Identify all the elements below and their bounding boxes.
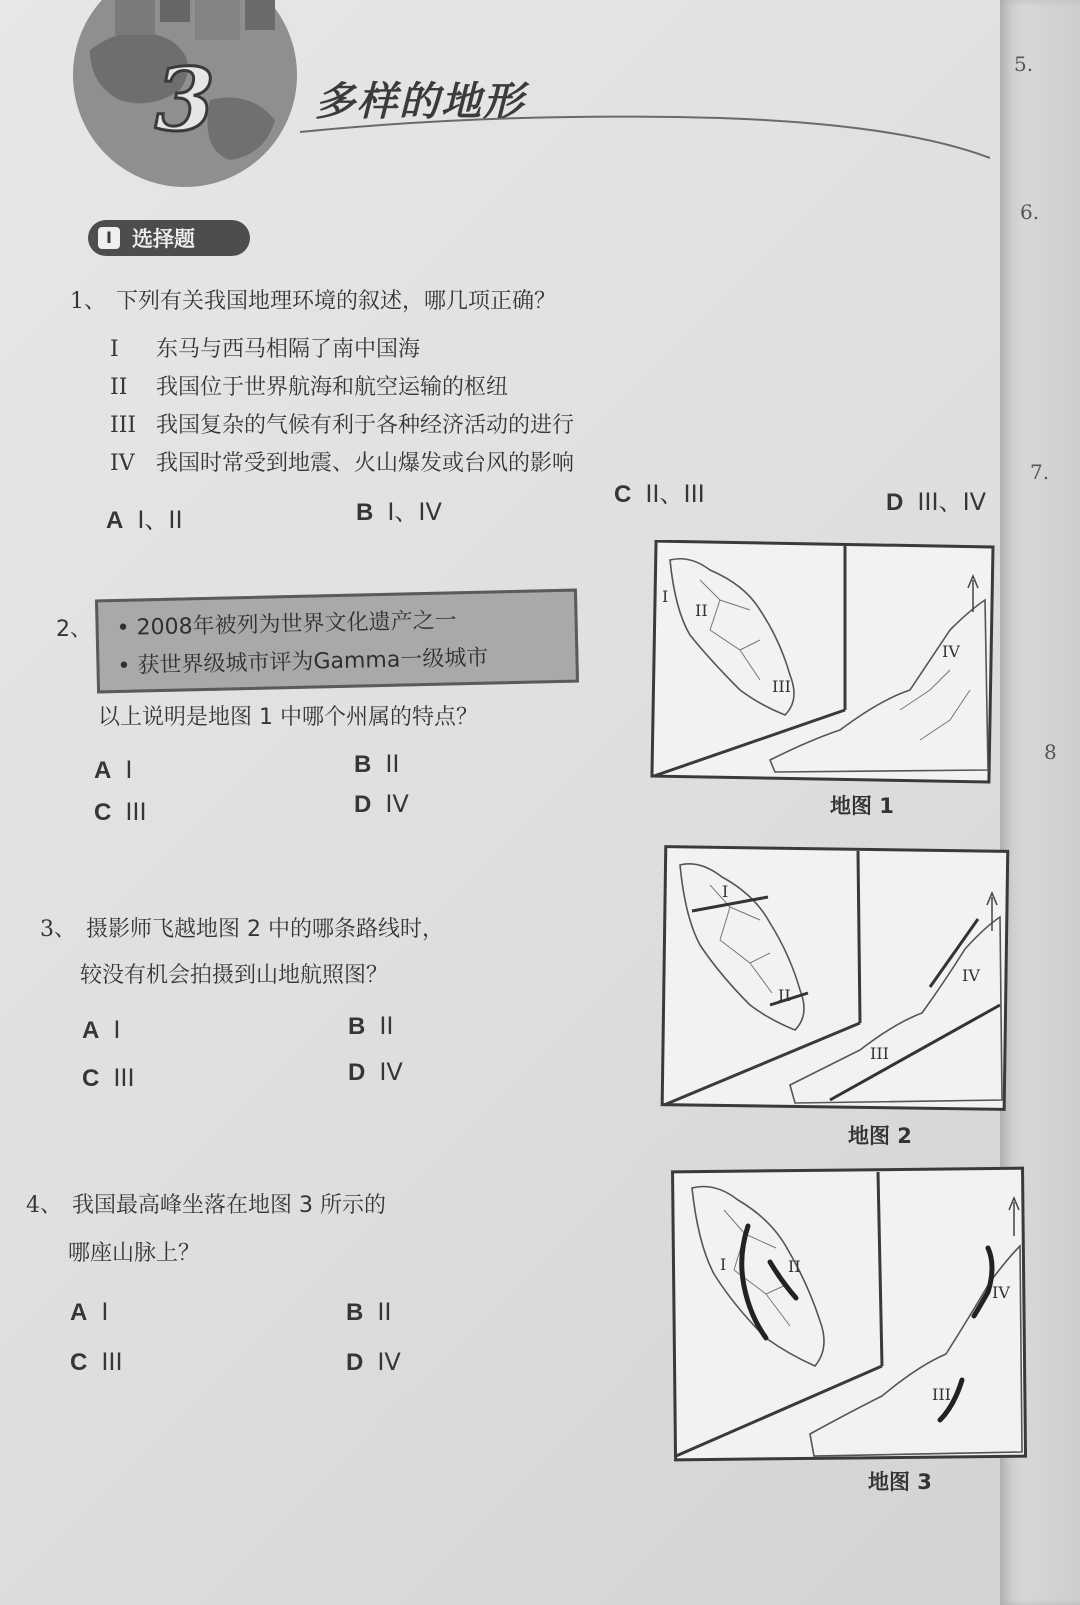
option-letter: B [356,499,374,526]
info-bullet: • 获世界级城市评为Gamma一级城市 [117,645,489,679]
question-1-stem [70,284,556,315]
question-number: 1、 [70,289,106,314]
option-text: I [101,1298,109,1326]
option-text: I [113,1016,121,1044]
section-badge [88,220,250,256]
map-label: I [720,1255,727,1274]
question-4-stem-line-2: 哪座山脉上？ [68,1241,201,1266]
option-letter: C [614,481,632,508]
option-letter: D [346,1349,364,1376]
next-page-question-number: 5. [1014,52,1034,76]
question-2-stem: 以上说明是地图 1 中哪个州属的特点？ [98,705,478,730]
option-letter: A [82,1017,100,1044]
statement-text: 我国位于世界航海和航空运输的枢纽 [156,375,509,400]
option-letter: C [94,799,112,826]
statement-item [110,332,420,363]
statement-numeral: II [110,375,128,400]
option-text: III [113,1064,135,1092]
question-number: 4、 [26,1193,62,1218]
option-d[interactable] [346,1348,401,1377]
option-text: II [377,1298,392,1326]
option-text: III [101,1348,123,1376]
next-page-question-number: 6. [1020,200,1040,224]
option-letter: A [106,507,124,534]
option-letter: D [348,1059,366,1086]
option-text: II [379,1012,394,1040]
option-letter: A [94,757,112,784]
info-text: 2008年被列为世界文化遗产之一 [136,608,457,641]
option-a[interactable] [94,756,132,785]
map-label: II [788,1257,801,1276]
option-text: III、IV [917,488,987,516]
question-3-stem [40,912,444,943]
map-label: II [778,986,791,1005]
info-text: 获世界级城市评为Gamma一级城市 [137,645,489,679]
option-b[interactable] [346,1298,392,1327]
chapter-title: 多样的地形 [315,79,525,125]
map-label: IV [942,642,960,661]
map-3 [670,1166,1030,1466]
map-3-caption: 地图 3 [868,1470,932,1494]
section-number: I [98,227,120,249]
option-text: II [385,750,400,778]
map-label: III [870,1044,889,1063]
question-number: 2、 [56,617,92,642]
map-2-caption: 地图 2 [848,1124,912,1148]
question-text: 摄影师飞越地图 2 中的哪条路线时， [86,917,444,942]
option-c[interactable] [82,1064,135,1093]
option-letter: C [82,1065,100,1092]
question-text: 我国最高峰坐落在地图 3 所示的 [72,1193,386,1218]
chapter-number: 3 [155,50,215,151]
question-text: 下列有关我国地理环境的叙述，哪几项正确？ [116,289,557,314]
option-text: I、II [137,506,183,534]
statement-text: 东马与西马相隔了南中国海 [156,337,421,362]
map-label: IV [962,966,980,985]
question-4-stem [26,1188,386,1219]
option-c[interactable] [94,798,147,827]
statement-numeral: III [110,413,137,438]
option-text: IV [379,1058,403,1086]
option-letter: B [348,1013,366,1040]
map-label: IV [992,1283,1010,1302]
option-a[interactable] [106,500,183,535]
option-text: IV [385,790,409,818]
option-d[interactable] [886,482,986,517]
option-text: III [125,798,147,826]
map-label: I [662,587,669,606]
option-text: II、III [645,480,705,508]
question-number: 3、 [40,917,76,942]
section-label: 选择题 [132,227,195,251]
option-c[interactable] [70,1348,123,1377]
map-label: II [695,601,708,620]
option-b[interactable] [348,1012,394,1041]
option-letter: A [70,1299,88,1326]
map-label: III [932,1385,951,1404]
option-letter: B [354,751,372,778]
map-1 [650,540,995,800]
statement-item [110,408,574,439]
option-d[interactable] [354,790,409,819]
option-b[interactable] [354,750,400,779]
option-letter: C [70,1349,88,1376]
statement-item [110,446,574,477]
statement-numeral: IV [110,451,135,476]
map-2 [660,845,1010,1120]
option-text: I、IV [387,498,442,526]
info-bullet: • 2008年被列为世界文化遗产之一 [116,608,457,641]
option-a[interactable] [82,1016,120,1045]
map-label: I [722,882,729,901]
next-page-question-number: 7. [1030,460,1050,484]
statement-numeral: I [110,337,119,362]
option-text: IV [377,1348,401,1376]
option-a[interactable] [70,1298,108,1327]
option-letter: B [346,1299,364,1326]
option-b[interactable] [356,492,442,527]
info-box [95,589,579,694]
map-1-caption: 地图 1 [830,794,894,818]
next-page-question-number: 8 [1044,740,1057,764]
title-underline [300,110,990,160]
option-d[interactable] [348,1058,403,1087]
option-letter: D [886,489,904,516]
statement-item [110,370,508,401]
option-c[interactable] [614,474,705,509]
map-label: III [772,677,791,696]
option-text: I [125,756,133,784]
question-3-stem-line-2: 较没有机会拍摄到山地航照图？ [80,963,389,988]
statement-text: 我国时常受到地震、火山爆发或台风的影响 [156,451,575,476]
globe-graphic [60,0,320,200]
option-letter: D [354,791,372,818]
statement-text: 我国复杂的气候有利于各种经济活动的进行 [156,413,575,438]
